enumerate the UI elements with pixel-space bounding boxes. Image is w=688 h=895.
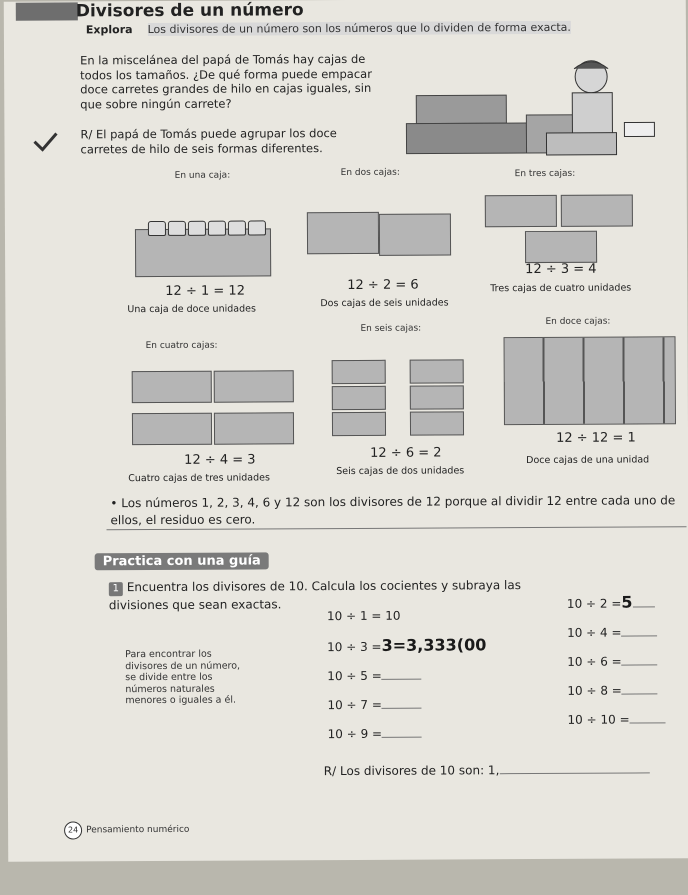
- description: Cuatro cajas de tres unidades: [128, 472, 270, 485]
- box-six: [332, 412, 386, 436]
- checkmark-icon: [32, 132, 58, 152]
- division-item: 10 ÷ 1 = 10: [326, 608, 401, 624]
- hint-note: Para encontrar los divisores de un número, se divide entre los números naturales menores o iguales a él.: [125, 648, 241, 707]
- footer: [64, 821, 189, 840]
- equation: 12 ÷ 3 = 4: [525, 261, 597, 278]
- grouping-label: En cuatro cajas:: [145, 340, 218, 352]
- division-item: 10 ÷ 9 =: [328, 719, 487, 749]
- division-item: 10 ÷ 7 =: [327, 690, 486, 720]
- grouping-label: En seis cajas:: [360, 323, 422, 334]
- practice-instruction: 1 Encuentra los divisores de 10. Calcula los cocientes y subraya las divisiones que sean exactas.: [108, 578, 522, 613]
- practice-heading: Practica con una guía: [95, 552, 269, 570]
- division-item: 10 ÷ 4 =: [567, 618, 665, 648]
- conclusion-text: [110, 492, 680, 529]
- shopkeeper-illustration: [396, 54, 667, 165]
- division-item: 10 ÷ 5 =: [327, 661, 486, 691]
- division-item: 10 ÷ 3 =3=3,333(00: [327, 635, 487, 655]
- grouping-label: En una caja:: [174, 170, 231, 181]
- division-item: 10 ÷ 6 =: [567, 647, 665, 677]
- exercise-number: 1: [109, 582, 123, 596]
- division-item: 10 ÷ 8 =: [567, 676, 665, 706]
- answer-blank[interactable]: [382, 737, 422, 738]
- grouping-label: En doce cajas:: [545, 316, 611, 327]
- answer-blank[interactable]: [382, 679, 422, 680]
- box-two-a: [307, 212, 379, 254]
- final-answer: R/ Los divisores de 10 son: 1,: [324, 762, 650, 778]
- handwritten-answer[interactable]: 3=3,333(00: [381, 635, 487, 655]
- box-three-b: [561, 195, 633, 227]
- box-three-c: [525, 231, 597, 263]
- equation: 12 ÷ 1 = 12: [165, 283, 245, 299]
- answer-blank[interactable]: [622, 693, 658, 694]
- handwritten-answer[interactable]: 5: [621, 592, 633, 612]
- explora-text: Los divisores de un número son los números que lo dividen de forma exacta.: [147, 20, 571, 37]
- description: Tres cajas de cuatro unidades: [490, 282, 632, 295]
- answer-blank[interactable]: [630, 722, 666, 723]
- box-two-b: [379, 213, 451, 255]
- box-six: [410, 385, 464, 409]
- equation: 12 ÷ 4 = 3: [184, 452, 256, 468]
- box-six: [332, 386, 386, 410]
- story-answer: R/ El papá de Tomás puede agrupar los doce carretes de hilo de seis formas diferentes.: [80, 126, 337, 156]
- section-name: Pensamiento numérico: [86, 824, 190, 836]
- box-six: [410, 359, 464, 383]
- box-four-b: [214, 370, 294, 402]
- description: Dos cajas de seis unidades: [320, 297, 449, 310]
- answer-blank[interactable]: [622, 635, 658, 636]
- box-six: [410, 411, 464, 435]
- description: Doce cajas de una unidad: [526, 454, 650, 467]
- box-four-c: [132, 413, 212, 445]
- explora-label: Explora: [85, 23, 133, 37]
- box-six: [332, 360, 386, 384]
- bullet-icon: •: [110, 496, 122, 511]
- box-four-d: [214, 412, 294, 444]
- box-twelve-grid: [504, 336, 676, 425]
- grouping-label: En tres cajas:: [514, 168, 576, 180]
- grouping-label: En dos cajas:: [340, 167, 400, 179]
- conclusion: Los números 1, 2, 3, 4, 6 y 12 son los divisores de 12 porque al dividir 12 entre cada uno de ellos, el residuo es cero.: [110, 493, 676, 528]
- spools-12: [147, 220, 267, 240]
- description: Una caja de doce unidades: [127, 303, 256, 316]
- box-three-a: [485, 195, 557, 227]
- answer-blank[interactable]: [622, 664, 658, 665]
- answer-blank[interactable]: [382, 708, 422, 709]
- worksheet-page: [4, 0, 688, 862]
- header-bar: [16, 2, 78, 20]
- answer-blank[interactable]: [633, 606, 655, 607]
- answer-blank[interactable]: [499, 772, 649, 774]
- equation: 12 ÷ 12 = 1: [556, 430, 636, 446]
- divisions-right: [567, 587, 666, 735]
- page-title: Divisores de un número: [75, 0, 304, 22]
- page-number: 24: [64, 821, 82, 839]
- divisions-left: [327, 601, 487, 749]
- description: Seis cajas de dos unidades: [336, 465, 465, 478]
- division-item: 10 ÷ 2 =5: [567, 587, 665, 619]
- explora-line: [86, 21, 571, 37]
- division-item: 10 ÷ 10 =: [567, 705, 665, 735]
- equation: 12 ÷ 6 = 2: [370, 445, 442, 461]
- equation: 12 ÷ 2 = 6: [347, 277, 419, 293]
- story-problem: En la miscelánea del papá de Tomás hay cajas de todos los tamaños. ¿De qué forma puede empacar doce carretes grandes de hilo en cajas iguales, sin que sobre ningún carrete?: [80, 51, 372, 111]
- box-four-a: [132, 371, 212, 403]
